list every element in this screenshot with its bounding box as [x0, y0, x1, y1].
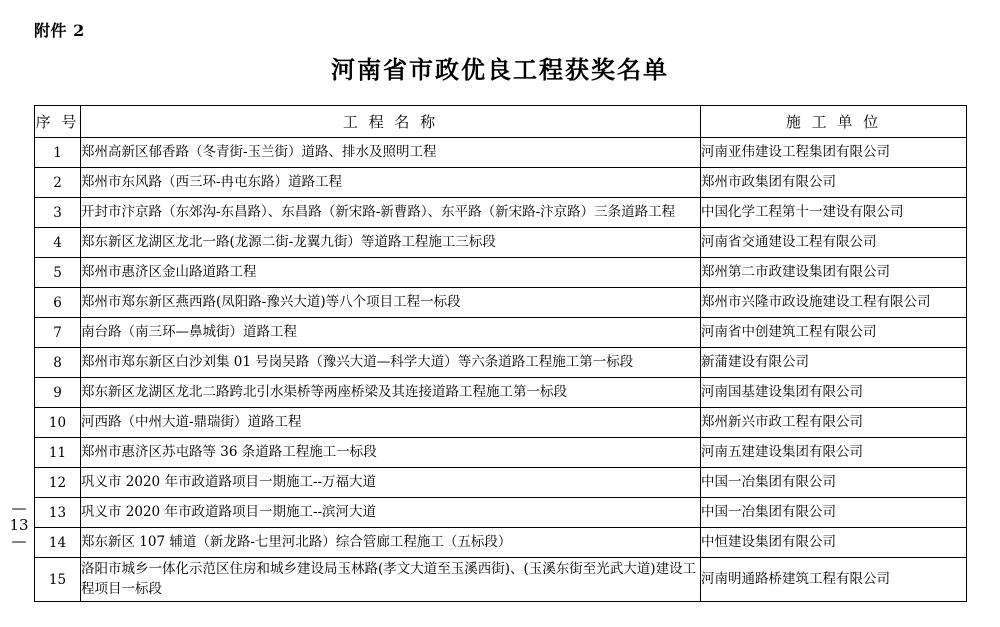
table-row: [35, 558, 967, 602]
cell-no: 3: [35, 198, 81, 228]
awards-table: [34, 105, 967, 602]
cell-project-name: 郑州市惠济区金山路道路工程: [81, 258, 701, 288]
cell-project-name: 河西路（中州大道-鼎瑞街）道路工程: [81, 408, 701, 438]
cell-project-name: 南台路（南三环—鼻城街）道路工程: [81, 318, 701, 348]
cell-no: 1: [35, 138, 81, 168]
cell-construction-unit: 中国一冶集团有限公司: [701, 468, 967, 498]
cell-no: 7: [35, 318, 81, 348]
cell-construction-unit: 中恒建设集团有限公司: [701, 528, 967, 558]
table-row: [35, 498, 967, 528]
table-row: [35, 228, 967, 258]
table-row: [35, 468, 967, 498]
cell-no: 9: [35, 378, 81, 408]
table-row: [35, 378, 967, 408]
cell-construction-unit: 新蒲建设有限公司: [701, 348, 967, 378]
cell-project-name: 郑东新区龙湖区龙北一路(龙源二街-龙翼九街）等道路工程施工三标段: [81, 228, 701, 258]
table-row: [35, 348, 967, 378]
cell-construction-unit: 郑州新兴市政工程有限公司: [701, 408, 967, 438]
column-header-project-name: 工 程 名 称: [81, 106, 701, 138]
cell-project-name: 巩义市 2020 年市政道路项目一期施工--万福大道: [81, 468, 701, 498]
table-row: [35, 198, 967, 228]
cell-construction-unit: 河南省交通建设工程有限公司: [701, 228, 967, 258]
table-row: [35, 258, 967, 288]
table-row: [35, 168, 967, 198]
cell-no: 11: [35, 438, 81, 468]
page-number: [6, 500, 32, 550]
cell-no: 15: [35, 558, 81, 602]
cell-no: 12: [35, 468, 81, 498]
cell-construction-unit: 河南亚伟建设工程集团有限公司: [701, 138, 967, 168]
cell-no: 14: [35, 528, 81, 558]
table-row: [35, 528, 967, 558]
column-header-construction-unit: 施 工 单 位: [701, 106, 967, 138]
cell-no: 6: [35, 288, 81, 318]
table-header: [35, 106, 967, 138]
table-header-row: [35, 106, 967, 138]
page-number-text: — 13 —: [9, 499, 29, 550]
cell-project-name: 郑东新区龙湖区龙北二路跨北引水渠桥等两座桥梁及其连接道路工程施工第一标段: [81, 378, 701, 408]
cell-construction-unit: 郑州第二市政建设集团有限公司: [701, 258, 967, 288]
attachment-label: 附件 2: [34, 21, 85, 40]
cell-no: 2: [35, 168, 81, 198]
cell-no: 10: [35, 408, 81, 438]
cell-no: 4: [35, 228, 81, 258]
cell-project-name: 郑州市东风路（西三环-冉屯东路）道路工程: [81, 168, 701, 198]
table-row: [35, 408, 967, 438]
cell-construction-unit: 河南省中创建筑工程有限公司: [701, 318, 967, 348]
cell-construction-unit: 郑州市政集团有限公司: [701, 168, 967, 198]
cell-construction-unit: 郑州市兴隆市政设施建设工程有限公司: [701, 288, 967, 318]
cell-project-name: 洛阳市城乡一体化示范区住房和城乡建设局玉林路(孝文大道至玉溪西街)、(玉溪东街至光武大道)建设工程项目一标段: [81, 558, 701, 602]
cell-project-name: 开封市汴京路（东郊沟-东昌路）、东昌路（新宋路-新曹路）、东平路（新宋路-汴京路）三条道路工程: [81, 198, 701, 228]
cell-project-name: 巩义市 2020 年市政道路项目一期施工--滨河大道: [81, 498, 701, 528]
cell-no: 8: [35, 348, 81, 378]
cell-construction-unit: 中国化学工程第十一建设有限公司: [701, 198, 967, 228]
cell-project-name: 郑州市郑东新区白沙刘集 01 号岗吴路（豫兴大道—科学大道）等六条道路工程施工第一标段: [81, 348, 701, 378]
cell-project-name: 郑州市郑东新区燕西路(凤阳路-豫兴大道)等八个项目工程一标段: [81, 288, 701, 318]
page-title: 河南省市政优良工程获奖名单: [331, 55, 669, 84]
column-header-no: 序 号: [35, 106, 81, 138]
table-body: [35, 138, 967, 602]
table-row: [35, 318, 967, 348]
cell-no: 13: [35, 498, 81, 528]
cell-no: 5: [35, 258, 81, 288]
table-row: [35, 438, 967, 468]
cell-construction-unit: 河南五建建设集团有限公司: [701, 438, 967, 468]
cell-construction-unit: 河南明通路桥建筑工程有限公司: [701, 558, 967, 602]
cell-construction-unit: 河南国基建设集团有限公司: [701, 378, 967, 408]
cell-project-name: 郑州高新区郁香路（冬青街-玉兰街）道路、排水及照明工程: [81, 138, 701, 168]
table-row: [35, 138, 967, 168]
cell-construction-unit: 中国一冶集团有限公司: [701, 498, 967, 528]
cell-project-name: 郑东新区 107 辅道（新龙路-七里河北路）综合管廊工程施工（五标段）: [81, 528, 701, 558]
table-row: [35, 288, 967, 318]
cell-project-name: 郑州市惠济区苏屯路等 36 条道路工程施工一标段: [81, 438, 701, 468]
